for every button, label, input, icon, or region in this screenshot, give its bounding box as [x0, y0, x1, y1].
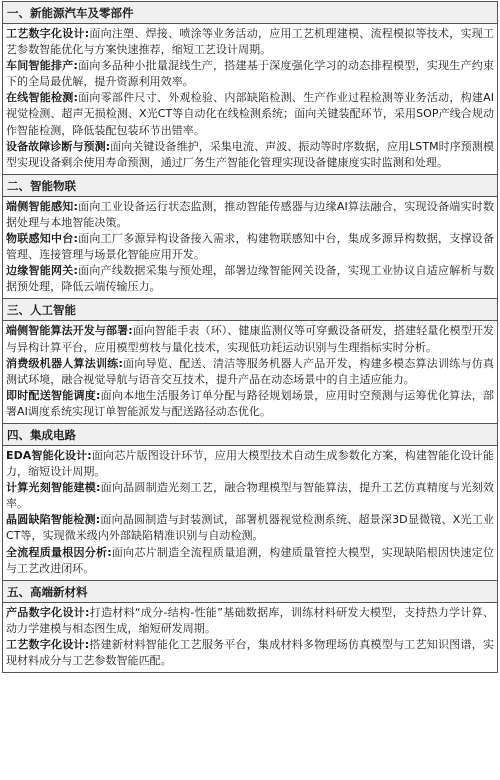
entry	[6, 263, 494, 295]
entry-text: 面向晶圆制造与封装测试，部署机器视觉检测系统、超景深3D显微镜、X光工业CT等，实现微米级内外部缺陷精准识别与自动检测。	[6, 513, 494, 543]
entry-text: 面向工业设备运行状态监测，推动智能传感器与边缘AI算法融合，实现设备端实时数据处理与本地智能决策。	[6, 199, 495, 229]
entry-title: 产品数字化设计:	[6, 605, 90, 619]
entry	[6, 545, 494, 577]
section-body	[3, 321, 497, 424]
entry-title: 物联感知中台:	[6, 232, 78, 246]
entry	[6, 139, 494, 171]
entry-title: 计算光刻智能建模:	[6, 481, 101, 495]
section-body	[3, 24, 497, 175]
entry	[6, 388, 494, 420]
section-body	[3, 603, 497, 673]
entry-text: 面向导览、配送、清洁等服务机器人产品开发，构建多模态算法训练与仿真测试环境，融合视觉导航与语音交互技术，提升产品在动态场景中的自主适应能力。	[6, 356, 494, 386]
entry-text: 面向产线数据采集与预处理，部署边缘智能网关设备，实现工业协议自适应解析与数据预处理，降低云端传输压力。	[6, 264, 494, 294]
entry	[6, 448, 494, 480]
entry-title: 设备故障诊断与预测:	[6, 139, 111, 153]
entry	[6, 58, 494, 90]
entry-title: 车间智能排产:	[6, 59, 78, 73]
entry-title: 在线智能检测:	[6, 91, 78, 105]
entry-title: 工艺数字化设计:	[6, 27, 90, 40]
entry	[6, 480, 494, 512]
entry-text: 打造材料“成分-结构-性能”基础数据库，训练材料研发大模型，支持热力学计算、动力学建模与相态图生成，缩短研发周期。	[6, 605, 494, 635]
entry-text: 面向工厂多源异构设备接入需求，构建物联感知中台，集成多源异构数据，支撑设备管理、连接管理与场景化智能应用开发。	[6, 232, 494, 262]
section-body	[3, 446, 497, 581]
section-heading: 二、智能物联	[3, 175, 497, 197]
entry	[6, 356, 494, 388]
document-table	[2, 1, 498, 673]
entry	[6, 605, 494, 637]
entry-title: EDA智能化设计:	[6, 448, 92, 462]
entry-text: 面向注塑、焊接、喷涂等业务活动，应用工艺机理建模、流程模拟等技术，实现工艺参数智能优化与方案快速推荐，缩短工艺设计周期。	[6, 27, 494, 57]
section-heading: 五、高端新材料	[3, 581, 497, 603]
entry-text: 面向芯片制造全流程质量追溯，构建质量管控大模型，实现缺陷根因快速定位与工艺改进闭环。	[6, 545, 494, 575]
section-body	[3, 197, 497, 300]
entry-text: 面向晶圆制造光刻工艺，融合物理模型与智能算法，提升工艺仿真精度与光刻效率。	[6, 481, 494, 511]
entry-text: 面向关键设备维护，采集电流、声波、振动等时序数据，应用LSTM时序预测模型实现设备剩余使用寿命预测，通过厂务生产智能化管理实现设备健康度实时监测和处理。	[6, 139, 494, 169]
entry-title: 工艺数字化设计:	[6, 637, 90, 651]
entry-title: 端侧智能感知:	[6, 199, 78, 213]
entry	[6, 26, 494, 58]
entry-title: 消费级机器人算法训练:	[6, 356, 123, 370]
entry-text: 面向多品种小批量混线生产，搭建基于深度强化学习的动态排程模型，实现生产约束下的全局最优解，提升资源利用效率。	[6, 59, 494, 89]
section-heading: 一、新能源汽车及零部件	[3, 2, 497, 24]
section-heading: 四、集成电路	[3, 424, 497, 446]
entry-text: 面向芯片版图设计环节，应用大模型技术自动生成参数化方案，构建智能化设计能力，缩短设计周期。	[6, 448, 494, 479]
entry-text: 面向智能手表（环）、健康监测仪等可穿戴设备研发，搭建轻量化模型开发与异构计算平台，应用模型剪枝与量化技术，实现低功耗运动识别与生理指标实时分析。	[6, 324, 494, 354]
entry-title: 全流程质量根因分析:	[6, 545, 112, 559]
entry	[6, 90, 494, 138]
entry	[6, 199, 494, 231]
entry-title: 即时配送智能调度:	[6, 388, 101, 402]
entry-text: 面向零部件尺寸、外观检验、内部缺陷检测、生产作业过程检测等业务活动，构建AI视觉检测、超声无损检测、X光CT等自动化在线检测系统；面向关键装配环节，采用SOP产线合规动作智能检测，降低装配包装环节出错率。	[6, 91, 495, 137]
entry	[6, 637, 494, 669]
entry-title: 边缘智能网关:	[6, 264, 78, 278]
entry	[6, 231, 494, 263]
entry	[6, 323, 494, 355]
entry-text: 面向本地生活服务订单分配与路径规划场景，应用时空预测与运筹优化算法，部署AI调度系统实现订单智能派发与配送路径动态优化。	[6, 388, 494, 418]
entry-text: 搭建新材料智能化工艺服务平台，集成材料多物理场仿真模型与工艺知识图谱，实现材料成分与工艺参数智能匹配。	[6, 637, 494, 667]
entry-title: 端侧智能算法开发与部署:	[6, 324, 133, 338]
entry-title: 晶圆缺陷智能检测:	[6, 513, 101, 527]
section-heading: 三、人工智能	[3, 299, 497, 321]
entry	[6, 512, 494, 544]
